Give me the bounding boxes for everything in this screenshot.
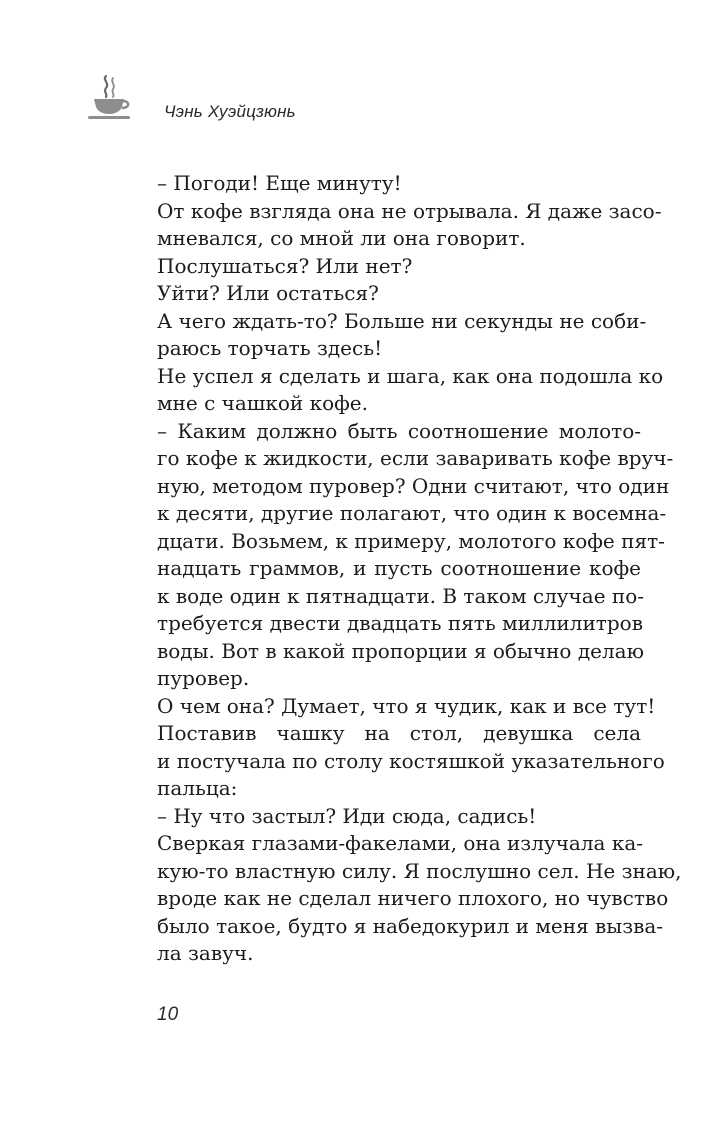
- text-line: было такое, будто я набедокурил и меня вызва-: [157, 913, 664, 938]
- running-header: [84, 72, 384, 132]
- text-line: вроде как не сделал ничего плохого, но чувство: [157, 886, 669, 910]
- text-line: – Погоди! Еще минуту!: [157, 171, 402, 195]
- text-line: О чем она? Думает, что я чудик, как и все тут!: [157, 693, 656, 718]
- text-line: Сверкая глазами-факелами, она излучала ка-: [157, 831, 644, 855]
- text-line: Поставив чашку на стол, девушка села: [157, 721, 641, 745]
- text-line: дцати. Возьмем, к примеру, молотого кофе пят-: [157, 528, 665, 553]
- text-line: надцать граммов, и пусть соотношение кофе: [157, 556, 641, 580]
- text-line: к воде один к пятнадцати. В таком случае по-: [157, 583, 645, 608]
- text-line: к десяти, другие полагают, что один к восемна-: [157, 501, 667, 525]
- text-line: Уйти? Или остаться?: [157, 281, 379, 305]
- text-line: – Ну что застыл? Иди сюда, садись!: [157, 803, 537, 828]
- text-line: ла завуч.: [157, 941, 254, 965]
- text-line: ную, методом пуровер? Одни считают, что один: [157, 473, 670, 498]
- text-line: мневался, со мной ли она говорит.: [157, 226, 526, 250]
- text-line: От кофе взгляда она не отрывала. Я даже засо-: [157, 198, 662, 223]
- page-number: 10: [157, 1004, 179, 1025]
- text-line: мне с чашкой кофе.: [157, 391, 368, 415]
- text-line: го кофе к жидкости, если заваривать кофе вруч-: [157, 446, 674, 470]
- text-line: воды. Вот в какой пропорции я обычно делаю: [157, 638, 645, 663]
- coffee-cup-icon: [84, 72, 134, 122]
- author-name: Чэнь Хуэйцзюнь: [164, 102, 296, 121]
- text-line: А чего ждать-то? Больше ни секунды не соби-: [157, 308, 647, 333]
- text-line: требуется двести двадцать пять миллилитров: [157, 611, 643, 635]
- text-line: раюсь торчать здесь!: [157, 336, 383, 360]
- text-line: и постучала по столу костяшкой указательного: [157, 748, 665, 773]
- text-line: Послушаться? Или нет?: [157, 253, 413, 278]
- text-line: пальца:: [157, 776, 238, 800]
- page-body: [157, 170, 682, 968]
- text-line: Не успел я сделать и шага, как она подошла ко: [157, 363, 664, 388]
- text-line: пуровер.: [157, 666, 250, 690]
- text-line: – Каким должно быть соотношение молото-: [157, 418, 641, 443]
- text-line: кую-то властную силу. Я послушно сел. Не знаю,: [157, 858, 682, 883]
